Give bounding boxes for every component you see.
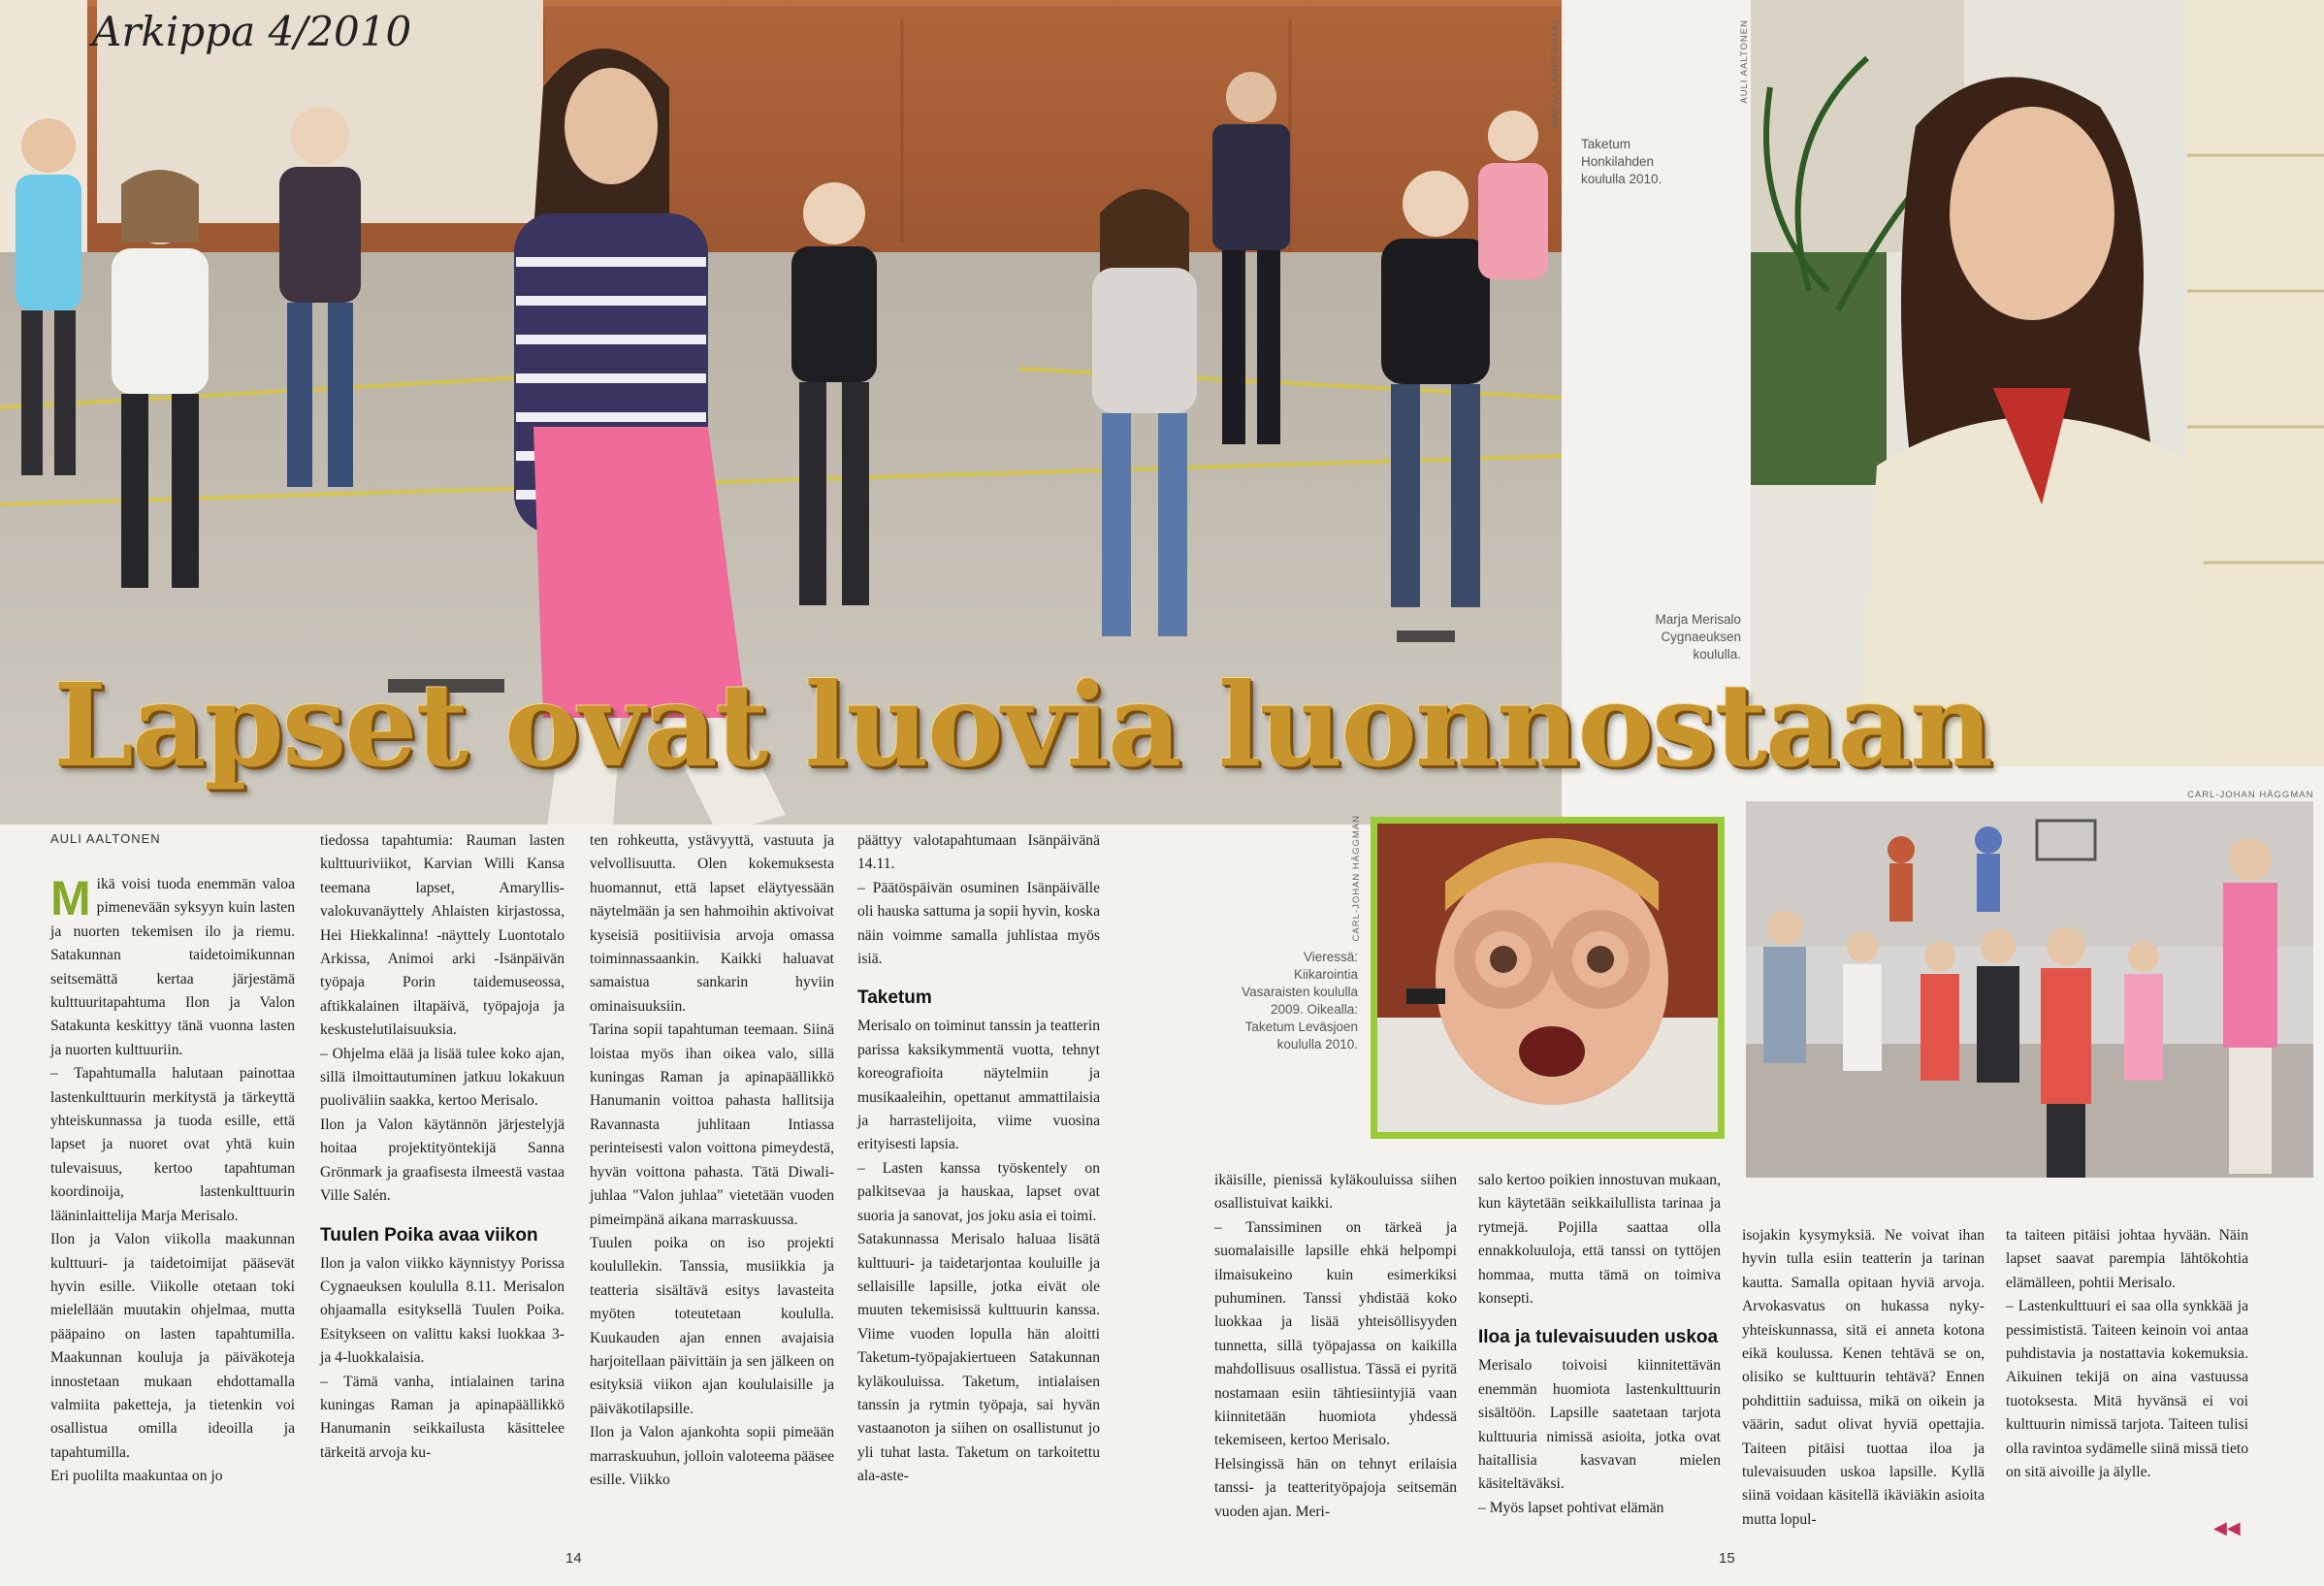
paragraph: Helsingissä hän on tehnyt erilaisia tanssi- ja teatterityöpajoja seitsemän vuoden ajan. Meri- bbox=[1214, 1455, 1457, 1520]
portrait-photo bbox=[1751, 0, 2324, 766]
paragraph: Merisalo on toiminut tanssin ja teatterin parissa kaksikymmentä vuotta, tehnyt koreografioita näytelmiin ja musikaaleihin, opettanut ammattilaisia ja harrastelijoita, viime vuosina erityisesti lapsia. bbox=[857, 1018, 1100, 1153]
paragraph: tiedossa tapahtumia: Rauman lasten kulttuuriviikot, Karvian Willi Kansa teemana lapset, Amaryllis-valokuvanäyttely Ahlaisten kirjastossa, Hei Hiekkalinna! -näyttely Luontotalo Arkissa, Animoi arki -Isänpäivän työpaja Porin taidemuseossa, aftikkalainen iltapäivä, työpajoja ja keskustelutilaisuuksia. bbox=[320, 832, 565, 1039]
portrait-illustration bbox=[1751, 0, 2324, 766]
column-7 bbox=[1742, 1224, 1985, 1532]
drop-cap: M bbox=[50, 871, 91, 925]
column-1 bbox=[50, 873, 295, 1489]
page-number-left: 14 bbox=[565, 1550, 582, 1567]
paragraph: Tuulen poika on iso projekti koulullekin. Tanssia, musiikkia ja teatteria sisältävä esitys lavasteita myöten toteutetaan koululla. Kuukauden ajan ennen avajaisia harjoitellaan päivittäin ja sen jälkeen on esityksiä viikon ajan koululaisille ja päiväkotilapsille. bbox=[590, 1234, 834, 1417]
portrait-credit: AULI AALTONEN bbox=[1739, 19, 1750, 104]
byline: AULI AALTONEN bbox=[50, 831, 161, 846]
right-photo-dance-workshop bbox=[1746, 801, 2313, 1178]
paragraph: – Tämä vanha, intialainen tarina kuningas Raman ja apinapäällikkö Hanumanin seikkailusta käsittelee tärkeitä arvoja ku- bbox=[320, 1373, 565, 1461]
paragraph: ikäisille, pienissä kyläkouluissa siihen osallistuivat kaikki. bbox=[1214, 1172, 1457, 1213]
paragraph bbox=[50, 873, 295, 1062]
handwritten-note: Arkippa 4/2010 bbox=[92, 8, 412, 55]
paragraph: salo kertoo poikien innostuvan mukaan, kun käytetään seikkailullista tarinaa ja rytmejä. Pojilla saattaa olla ennakkoluuloja, että tanssi on tyttöjen hommaa, mutta tämä on toimiva konsepti. bbox=[1478, 1172, 1721, 1308]
column-2 bbox=[320, 829, 565, 1465]
column-3 bbox=[590, 829, 834, 1492]
paragraph: Tarina sopii tapahtuman teemaan. Siinä loistaa myös ihan oikea valo, sillä kuningas Raman ja apinapäällikkö Hanumanin voittoa pahasta hallitsija Ravannastа juhlitaan Intiassa perinteisesti valon voittona pimeydestä, hyvän voittona pahasta. Tätä Diwali-juhlaa "Valon juhlaa" vietetään vuoden pimeimpänä aikana marraskuussa. bbox=[590, 1021, 834, 1228]
column-6 bbox=[1478, 1169, 1721, 1520]
column-4 bbox=[857, 829, 1100, 1489]
small-photo-credit: CARL-JOHAN HÄGGMAN bbox=[1351, 815, 1362, 942]
paragraph: Merisalo toivoisi kiinnitettävän enemmän huomiota lastenkulttuurin sisältöön. Lapsille saatetaan tarjota kulttuuria nimissä asioita, jotka ovat haitallisia kasvavan mielen käsiteltäväksi. bbox=[1478, 1357, 1721, 1493]
paragraph: – Lasten kanssa työskentely on palkitsevaa ja hauskaa, lapset ovat suoria ja sanovat, jos joku asia ei toimi. bbox=[857, 1159, 1100, 1224]
column-8 bbox=[2006, 1224, 2248, 1484]
paragraph: – Ohjelma elää ja lisää tulee koko ajan, sillä ilmoittautuminen jatkuu lokakuun puoliväliin saakka, kertoo Merisalo. bbox=[320, 1045, 565, 1110]
paragraph: päättyy valotapahtumaan Isänpäivänä 14.11. bbox=[857, 832, 1100, 873]
paragraph: Ilon ja valon viikko käynnistyy Porissa Cygnaeuksen koululla 8.11. Merisalon ohjaamalla esityksellä Tuulen Poika. Esitykseen on valittu kaksi luokkaa 3- ja 4-luokkalaisia. bbox=[320, 1254, 565, 1367]
paragraph: Eri puolilta maakuntaa on jo bbox=[50, 1468, 223, 1485]
subheading: Tuulen Poika avaa viikon bbox=[320, 1224, 538, 1246]
portrait-caption: Marja Merisalo Cygnaeuksen koululla. bbox=[1655, 612, 1741, 662]
main-photo-caption: Taketum Honkilahden koululla 2010. bbox=[1581, 137, 1662, 186]
paragraph: Ilon ja Valon käytännön järjestelyjä hoitaa projektityöntekijä Sanna Grönmark ja graafisesta ilmeestä vastaa Ville Salén. bbox=[320, 1116, 565, 1205]
small-photos-caption: Vieressä: Kiikarointia Vasaraisten koululla 2009. Oikealla: Taketum Leväsjoen koululla 2010. bbox=[1242, 950, 1358, 1052]
article-headline: Lapset ovat luovia luonnostaan bbox=[53, 658, 1991, 793]
paragraph: ta taiteen pitäisi johtaa hyvään. Näin lapset saavat parempia lähtökohtia elämälleen, pohtii Merisalo. bbox=[2006, 1227, 2248, 1291]
paragraph: Ilon ja Valon viikolla maakunnan kulttuuri- ja taidetoimijat pääsevät hyvin esille. Viikolle otetaan toki mielellään muutakin ohjelmaa, mutta pääpaino on lasten tapahtumilla. Maakunnan kouluja ja päiväkoteja innostetaan mukaan ehdottamalla valmiita paketteja, ja tietenkin voi osallistua omilla ideoilla ja tapahtumilla. bbox=[50, 1231, 295, 1461]
paragraph: – Lastenkulttuuri ei saa olla synkkää ja pessimististä. Taiteen keinoin voi antaa puhdistavia ja nostattavia kokemuksia. Aikuinen tekijä on aina vastuussa tuotoksesta. Mitä hyvänsä ei voi kulttuurin nimissä tarjota. Taiteen tulisi olla ravintoa sydämelle siinä missä tieto on sitä aivoille ja älylle. bbox=[2006, 1298, 2248, 1481]
main-photo-credit: MARJA LANDESMÄKI bbox=[1550, 19, 1561, 128]
paragraph: – Tanssiminen on tärkeä ja suomalaisille lapsille ehkä helpompi ilmaisukeino kuin esimerkiksi puhuminen. Tanssi yhdistää koko luokkaa ja lisää yhteisöllisyyden tunnetta, sillä työpajassa on kaikilla mahdollisuus osallistua. Tässä ei pyritä nostamaan esiin tähtiesiintyjiä vaan kiinnitetään huomiota yhdessä tekemiseen, kertoo Merisalo. bbox=[1214, 1218, 1457, 1449]
page-number-right: 15 bbox=[1719, 1550, 1735, 1567]
column-5 bbox=[1214, 1169, 1457, 1524]
paragraph: – Päätöspäivän osuminen Isänpäivälle oli hauska sattuma ja sopii hyvin, koska näin voimme samalla juhlistaa myös isiä. bbox=[857, 879, 1100, 968]
paragraph: – Myös lapset pohtivat elämän bbox=[1478, 1499, 1664, 1516]
dance-workshop-illustration bbox=[1746, 801, 2313, 1178]
paragraph-text: ikä voisi tuoda enemmän valoa pimenevään syksyyn kuin lasten ja nuorten tekemisen ilo ja riemu. Satakunnan taidetoimikunnan seitsemättä kertaa järjestämä kulttuuritapahtuma Ilon ja Valon Satakunta keskittyy tänä vuonna lasten ja nuorten kulttuuriin. bbox=[50, 876, 295, 1058]
subheading: Iloa ja tulevaisuuden uskoa bbox=[1478, 1327, 1719, 1348]
small-photo-finger-goggles bbox=[1371, 817, 1725, 1139]
paragraph: Satakunnassa Merisalo haluaa lisätä kulttuuri- ja taidetarjontaa kouluille ja sellaisille lapsille, jotka eivät ole muuten tekemisissä kulttuurin kanssa. Viime vuoden lopulla hän aloitti Taketum-työpajakiertueen Satakunnan kyläkouluissa. Taketum, intialaisen tanssin ja rytmin työpaja, sai hyvän vastaanoton ja siihen on osallistunut jo yli tuhat lasta. Taketum on tarkoitettu ala-aste- bbox=[857, 1231, 1100, 1485]
end-mark-icon: ◀◀ bbox=[2213, 1518, 2241, 1538]
finger-goggles-illustration bbox=[1377, 824, 1718, 1132]
subheading: Taketum bbox=[857, 987, 932, 1009]
paragraph: Ilon ja Valon ajankohta sopii pimeään marraskuuhun, jolloin valoteema pääsee esille. Viikko bbox=[590, 1424, 834, 1488]
paragraph: ten rohkeutta, ystävyyttä, vastuuta ja velvollisuutta. Olen kokemuksesta huomannut, että lapset eläytyessään näytelmään ja sen hahmoihin aktivoivat kyseisiä positiivisia arvoja omassa toiminnassaankin. Kaikki haluavat samaistua sankarin hyviin ominaisuuksiin. bbox=[590, 832, 834, 1015]
paragraph: isojakin kysymyksiä. Ne voivat ihan hyvin tulla esiin teatterin ja tarinan kautta. Samalla opitaan hyviä arvoja. Arvokasvatus on hukassa nyky-yhteiskunnassa, sitä ei anneta kotona eikä koulussa. Kenen tehtävä se on, olisiko se kulttuurin tehtävä? Ennen pohdittiin saduissa, mikä on oikein ja väärin, sadut olivat hyviä opettajia. Taiteen pitäisi tuottaa iloa ja tulevaisuuden uskoa lapsille. Kyllä siinä voidaan käsitellä ikäviäkin asioita mutta lopul- bbox=[1742, 1227, 1985, 1528]
paragraph: – Tapahtumalla halutaan painottaa lastenkulttuurin merkitystä ja tärkeyttä yhteiskunnassa ja tuoda esille, että lapset ja nuoret ovat yhtä kuin tulevaisuus, kertoo tapahtuman koordinoija, lastenkulttuurin lääninlaittelija Marja Merisalo. bbox=[50, 1065, 295, 1224]
right-photo-credit: CARL-JOHAN HÄGGMAN bbox=[2187, 790, 2314, 800]
